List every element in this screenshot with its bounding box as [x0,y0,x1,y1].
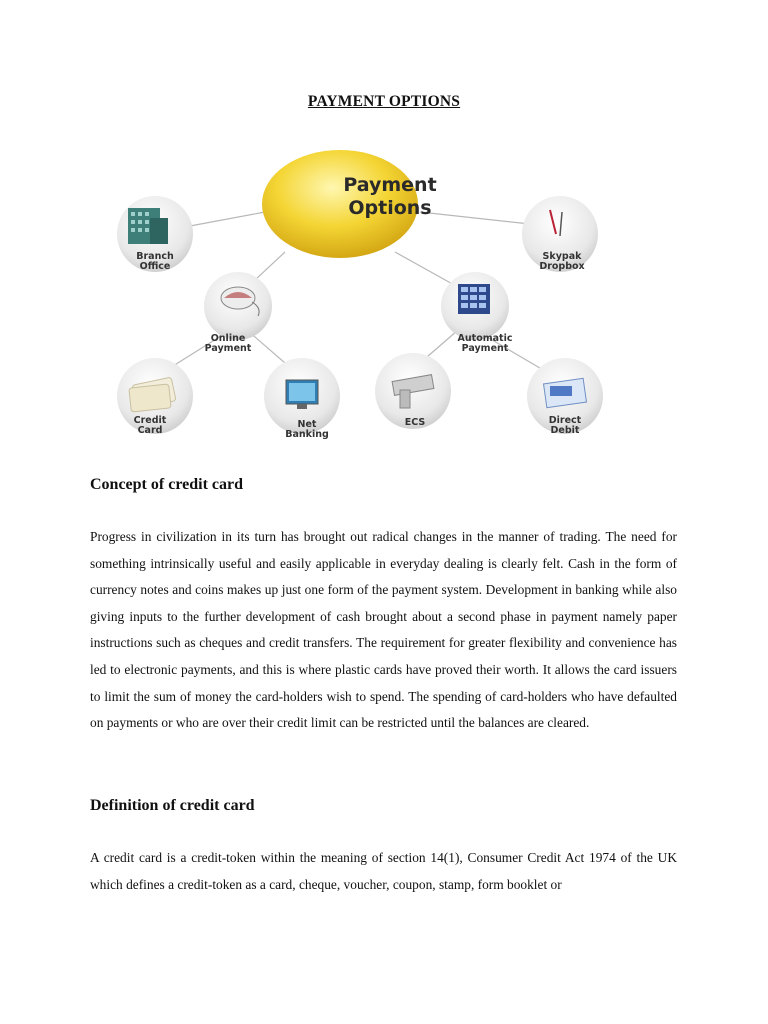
payment-options-diagram [90,126,690,446]
net-banking-label: Net Banking [285,419,329,440]
direct-debit-label: Direct Debit [548,415,582,436]
credit-card-label: Credit Card [133,415,167,436]
online-payment-label: Online Payment [204,333,252,354]
branch-office-label: Branch Office [136,251,174,272]
keypad-icon [458,284,490,314]
section-text-concept: Progress in civilization in its turn has brought out radical changes in the manner of trading. The need for something intrinsically useful and easily applicable in everyday dealing is clearly felt. Cash in the form of currency notes and coins makes up just one form of the payment system. Development in banking while also giving inputs to the further development of cash brought about a second phase in payment namely paper instructions such as cheques and credit transfers. The requirement for greater flexibility and convenience has led to electronic payments, and this is where plastic cards have proved their worth. It allows the card issuers to limit the sum of money the card-holders wish to spend. The spending of card-holders who have defaulted on payments or who are over their credit limit can be restricted until the balances are cleared. [90,529,677,731]
automatic-payment-label: Automatic Payment [457,333,513,354]
section-heading-definition: Definition of credit card [90,797,255,814]
skypak-dropbox-label: Skypak Dropbox [539,251,585,272]
hub-label [290,174,490,220]
section-heading-concept: Concept of credit card [90,476,243,493]
keyboard-icon [544,378,587,407]
page-title: PAYMENT OPTIONS [307,93,461,110]
section-text-definition: A credit card is a credit-token within the meaning of section 14(1), Consumer Credit Act 1974 of the UK which defines a credit-token as a card, cheque, voucher, coupon, stamp, form booklet or [90,850,677,892]
hub-text: Payment Options [343,174,437,219]
ecs-label: ECS [404,417,426,428]
